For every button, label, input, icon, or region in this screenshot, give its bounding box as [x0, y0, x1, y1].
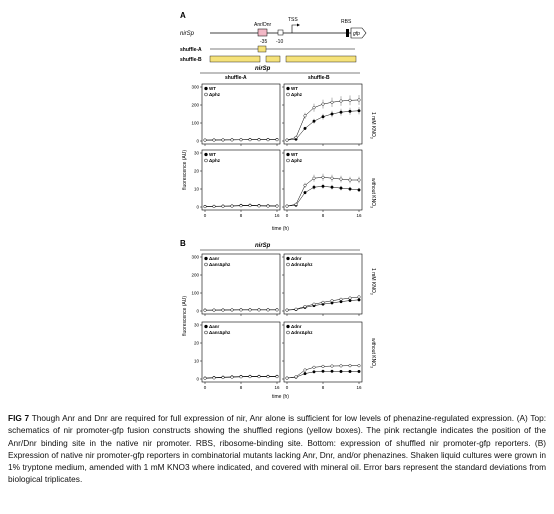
shuffle-b-region-1: [210, 56, 260, 62]
shuffle-b-label: shuffle-B: [180, 57, 202, 63]
data-point-b-dnr-none: [331, 365, 334, 368]
data-point-b-dnr-none: [313, 371, 316, 374]
tss-arrowhead-icon: [297, 24, 300, 27]
shuffle-b-region-2: [266, 56, 280, 62]
legend-label-b-anr-kno3: Δanr: [209, 256, 220, 261]
y-tick-label-a-shufA-kno3: 100: [191, 120, 199, 126]
data-point-a-shufB-kno3: [286, 139, 289, 142]
y-tick-label-b-anr-kno3: 100: [191, 290, 199, 296]
data-point-b-dnr-none: [304, 372, 307, 375]
data-point-b-dnr-none: [286, 377, 289, 380]
y-tick-label-b-anr-none: 30: [193, 322, 199, 328]
legend-label-a-shufA-kno3: Δphz: [209, 92, 220, 97]
legend-marker-b-dnr-none: [287, 325, 290, 328]
data-point-b-anr-kno3: [204, 309, 207, 312]
data-point-b-dnr-kno3: [313, 303, 316, 306]
figure-caption: [8, 412, 546, 486]
data-point-a-shufB-kno3: [322, 103, 325, 106]
data-point-a-shufB-none: [358, 179, 361, 182]
col-shuffle-a: shuffle-A: [225, 75, 247, 81]
data-point-b-dnr-none: [331, 370, 334, 373]
data-point-b-dnr-none: [358, 370, 361, 373]
x-tick-label-a-shufB-none: 16: [356, 213, 362, 218]
data-point-a-shufA-none: [213, 205, 216, 208]
legend-label-a-shufB-kno3: WT: [291, 86, 298, 91]
y-tick-label-a-shufA-none: 0: [196, 204, 199, 210]
data-point-b-dnr-kno3: [286, 309, 289, 312]
y-tick-label-a-shufA-none: 20: [193, 168, 199, 174]
shuffle-b-region-3: [286, 56, 356, 62]
legend-label-b-dnr-none: Δdnr: [291, 324, 302, 329]
legend-label-b-anr-none: ΔanrΔphz: [209, 330, 231, 335]
x-tick-label-b-anr-none: 0: [203, 385, 207, 390]
caption-text: Though Anr and Dnr are required for full expression of nir, Anr alone is sufficient for low levels of phenazine-regulated expression. (A) Top: schematics of nir promoter-gfp fusion constructs showing the shuffled regions (yellow boxes). The pink rectangle indicates the position of the Anr/Dnr binding site in the native nir promoter. RBS, ribosome-binding site. Bottom: expression of shuffled nir promoter-gfp reporters. (B) Expression of native nir promoter-gfp reporters in combinatorial mutants lacking Anr, Dnr, and/or phenazines. Shaken liquid cultures were grown in 1% tryptone medium, amended with 1 mM KNO3 where indicated, and covered with mineral oil. Error bars represent the standard deviations from biological triplicates.: [8, 413, 547, 485]
data-point-b-dnr-kno3: [358, 299, 361, 302]
data-point-b-dnr-kno3: [349, 299, 352, 302]
y-tick-label-b-anr-kno3: 300: [191, 254, 199, 260]
data-point-b-anr-kno3: [222, 309, 225, 312]
data-point-a-shufB-none: [286, 205, 289, 208]
data-point-b-anr-none: [222, 376, 225, 379]
data-point-a-shufB-none: [331, 186, 334, 189]
data-point-a-shufB-none: [340, 187, 343, 190]
panel-a-cond-top: 1 mM $KNO_3$: [369, 112, 376, 139]
data-point-b-dnr-kno3: [295, 308, 298, 311]
legend-marker-b-anr-none: [205, 331, 208, 334]
data-point-b-dnr-none: [340, 370, 343, 373]
legend-marker-b-anr-none: [205, 325, 208, 328]
legend-label-b-anr-none: Δanr: [209, 324, 220, 329]
shuffle-a-label: shuffle-A: [180, 47, 202, 53]
x-tick-label-b-anr-none: 16: [274, 385, 280, 390]
tss-label: TSS: [288, 17, 298, 23]
anr-binding-box: [258, 29, 267, 36]
data-point-b-dnr-none: [340, 365, 343, 368]
legend-marker-b-dnr-kno3: [287, 257, 290, 260]
data-point-a-shufB-none: [313, 177, 316, 180]
x-tick-label-a-shufB-none: 0: [285, 213, 289, 218]
y-tick-label-b-anr-none: 10: [193, 358, 199, 364]
data-point-b-anr-none: [231, 376, 234, 379]
legend-label-a-shufA-none: WT: [209, 152, 216, 157]
y-tick-label-a-shufA-none: 10: [193, 186, 199, 192]
shuffle-a-region: [258, 46, 266, 52]
panel-b-cond-bottom: without $KNO_3$: [369, 338, 376, 369]
data-point-a-shufA-none: [249, 204, 252, 207]
data-point-b-dnr-kno3: [304, 305, 307, 308]
legend-label-a-shufA-none: Δphz: [209, 158, 220, 163]
data-point-a-shufB-none: [322, 176, 325, 179]
data-point-b-dnr-none: [358, 364, 361, 367]
y-tick-label-a-shufA-none: 30: [193, 150, 199, 156]
y-tick-label-b-anr-none: 20: [193, 340, 199, 346]
legend-label-b-dnr-kno3: ΔdnrΔphz: [291, 262, 313, 267]
data-point-a-shufB-none: [304, 191, 307, 194]
data-point-a-shufA-kno3: [204, 139, 207, 142]
panel-b-cond-top: 1 mM $KNO_3$: [369, 268, 376, 295]
data-point-b-anr-kno3: [213, 309, 216, 312]
rbs-mark: [346, 29, 349, 37]
data-point-a-shufB-kno3: [340, 111, 343, 114]
data-point-b-dnr-kno3: [340, 298, 343, 301]
data-point-a-shufA-none: [222, 205, 225, 208]
panel-a-label: A: [180, 11, 186, 20]
y-tick-label-b-anr-none: 0: [196, 376, 199, 382]
gfp-label: gfp: [353, 31, 360, 37]
x-tick-label-b-dnr-none: 0: [285, 385, 289, 390]
y-tick-label-a-shufA-kno3: 200: [191, 102, 199, 108]
x-tick-label-a-shufA-none: 8: [239, 213, 243, 218]
legend-label-a-shufA-kno3: WT: [209, 86, 216, 91]
data-point-a-shufA-none: [258, 205, 261, 208]
data-point-b-dnr-none: [313, 366, 316, 369]
data-point-a-shufA-kno3: [267, 138, 270, 141]
y-tick-label-b-anr-kno3: 200: [191, 272, 199, 278]
legend-marker-a-shufA-kno3: [205, 93, 208, 96]
data-point-b-dnr-none: [349, 370, 352, 373]
legend-marker-a-shufA-kno3: [205, 87, 208, 90]
data-point-b-anr-none: [204, 377, 207, 380]
legend-marker-a-shufB-kno3: [287, 87, 290, 90]
panel-a-cond-bottom: without $KNO_3$: [369, 178, 376, 209]
data-point-b-dnr-kno3: [349, 297, 352, 300]
panel-b-xlabel: time (h): [272, 394, 289, 400]
data-point-b-dnr-none: [322, 370, 325, 373]
data-point-a-shufB-kno3: [349, 99, 352, 102]
legend-marker-a-shufB-none: [287, 153, 290, 156]
x-tick-label-a-shufA-none: 16: [274, 213, 280, 218]
data-point-b-anr-kno3: [240, 309, 243, 312]
data-point-b-dnr-kno3: [322, 301, 325, 304]
y-tick-label-b-anr-kno3: 0: [196, 308, 199, 314]
data-point-a-shufB-kno3: [304, 127, 307, 130]
panel-b-ylabel: fluorescence (AU): [182, 295, 188, 336]
legend-marker-b-dnr-kno3: [287, 263, 290, 266]
y-tick-label-a-shufA-kno3: 0: [196, 138, 199, 144]
data-point-a-shufA-kno3: [240, 138, 243, 141]
data-point-b-anr-none: [249, 375, 252, 378]
panel-b-plot-grid: [191, 254, 362, 390]
data-point-a-shufA-none: [267, 205, 270, 208]
data-point-a-shufA-kno3: [222, 139, 225, 142]
data-point-a-shufB-none: [313, 186, 316, 189]
promoter-label: nirSp: [180, 31, 195, 37]
data-point-a-shufA-none: [204, 205, 207, 208]
data-point-a-shufA-kno3: [258, 138, 261, 141]
data-point-a-shufB-kno3: [340, 100, 343, 103]
panel-a-plot-grid: [191, 84, 362, 218]
data-point-a-shufB-none: [349, 179, 352, 182]
data-point-b-dnr-none: [322, 365, 325, 368]
legend-marker-b-dnr-none: [287, 331, 290, 334]
x-tick-label-b-dnr-none: 16: [356, 385, 362, 390]
anr-box-label: Anr/Dnr: [254, 22, 272, 28]
data-point-a-shufB-kno3: [313, 106, 316, 109]
legend-marker-b-anr-kno3: [205, 257, 208, 260]
data-point-b-anr-none: [240, 376, 243, 379]
data-point-a-shufA-none: [240, 204, 243, 207]
panel-b-label: B: [180, 239, 186, 248]
data-point-a-shufB-none: [358, 189, 361, 192]
panel-a-ylabel: fluorescence (AU): [182, 149, 188, 190]
panel-b-grid-title: nirSp: [255, 243, 271, 249]
data-point-a-shufB-none: [295, 203, 298, 206]
x-tick-label-a-shufA-none: 0: [203, 213, 207, 218]
rbs-label: RBS: [341, 19, 352, 25]
data-point-a-shufB-kno3: [358, 109, 361, 112]
minus10-box: [278, 30, 283, 35]
data-point-a-shufA-none: [276, 205, 279, 208]
legend-marker-b-anr-kno3: [205, 263, 208, 266]
data-point-a-shufB-kno3: [358, 99, 361, 102]
data-point-a-shufB-kno3: [313, 120, 316, 123]
minus35-label: -35: [260, 39, 268, 45]
legend-label-a-shufB-none: WT: [291, 152, 298, 157]
minus10-label: -10: [276, 39, 284, 45]
data-point-a-shufA-kno3: [276, 138, 279, 141]
data-point-b-anr-none: [258, 375, 261, 378]
data-point-a-shufB-none: [349, 188, 352, 191]
data-point-a-shufB-none: [340, 178, 343, 181]
legend-label-a-shufB-kno3: Δphz: [291, 92, 302, 97]
data-point-a-shufA-kno3: [213, 139, 216, 142]
legend-marker-a-shufB-none: [287, 159, 290, 162]
data-point-b-dnr-none: [349, 364, 352, 367]
data-point-a-shufB-kno3: [349, 110, 352, 113]
x-tick-label-a-shufB-none: 8: [321, 213, 325, 218]
data-point-b-anr-kno3: [231, 309, 234, 312]
panel-a-xlabel: time (h): [272, 226, 289, 232]
legend-marker-a-shufA-none: [205, 153, 208, 156]
data-point-b-dnr-none: [295, 376, 298, 379]
x-tick-label-b-anr-none: 8: [239, 385, 243, 390]
data-point-a-shufB-kno3: [331, 101, 334, 104]
data-point-a-shufA-kno3: [249, 138, 252, 141]
legend-marker-a-shufB-kno3: [287, 93, 290, 96]
legend-label-a-shufB-none: Δphz: [291, 158, 302, 163]
data-point-b-anr-kno3: [258, 309, 261, 312]
legend-label-b-anr-kno3: ΔanrΔphz: [209, 262, 231, 267]
data-point-a-shufA-none: [231, 205, 234, 208]
data-point-b-anr-none: [267, 375, 270, 378]
legend-label-b-dnr-kno3: Δdnr: [291, 256, 302, 261]
data-point-b-anr-kno3: [276, 309, 279, 312]
data-point-a-shufB-none: [304, 184, 307, 187]
data-point-b-anr-none: [213, 377, 216, 380]
x-tick-label-b-dnr-none: 8: [321, 385, 325, 390]
data-point-a-shufB-none: [322, 185, 325, 188]
legend-marker-a-shufA-none: [205, 159, 208, 162]
data-point-b-dnr-kno3: [331, 299, 334, 302]
panel-a-grid-title: nirSp: [255, 66, 271, 72]
data-point-a-shufA-kno3: [231, 139, 234, 142]
y-tick-label-a-shufA-kno3: 300: [191, 84, 199, 90]
data-point-b-anr-kno3: [267, 309, 270, 312]
caption-label: FIG 7: [8, 413, 30, 423]
data-point-a-shufB-kno3: [295, 136, 298, 139]
data-point-a-shufB-kno3: [322, 115, 325, 118]
data-point-a-shufB-kno3: [331, 113, 334, 116]
col-shuffle-b: shuffle-B: [308, 75, 330, 81]
data-point-b-anr-none: [276, 375, 279, 378]
data-point-a-shufB-kno3: [304, 115, 307, 118]
legend-label-b-dnr-none: ΔdnrΔphz: [291, 330, 313, 335]
data-point-b-dnr-kno3: [358, 296, 361, 299]
data-point-b-dnr-none: [304, 369, 307, 372]
data-point-a-shufB-none: [331, 177, 334, 180]
data-point-b-anr-kno3: [249, 309, 252, 312]
